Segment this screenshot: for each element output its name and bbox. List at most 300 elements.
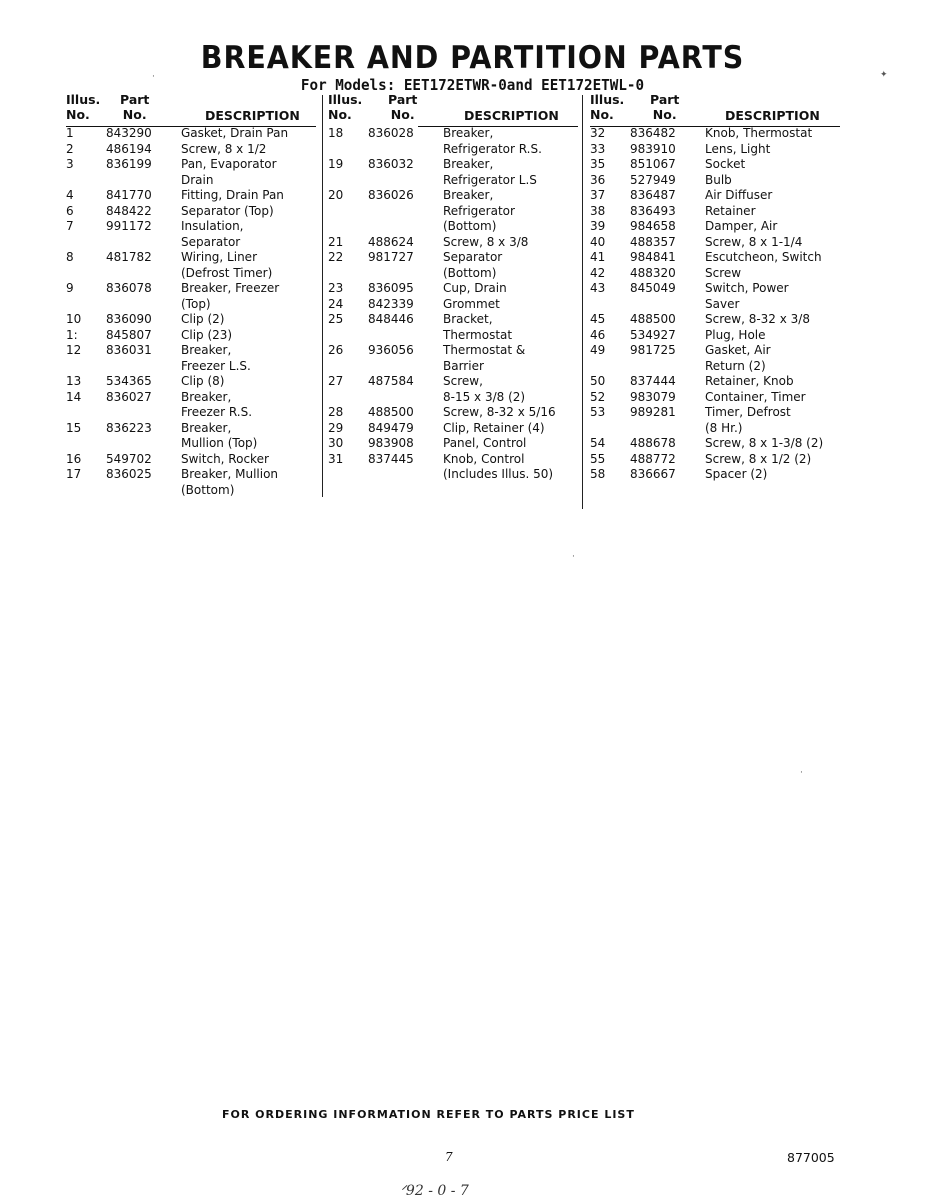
illus-number: 15 [66,420,82,435]
part-description: Clip (23) [181,327,233,342]
part-number: 836223 [106,420,152,435]
parts-row [66,281,321,297]
part-description: (Bottom) [181,482,235,497]
parts-row [66,157,321,173]
parts-row [328,312,578,328]
header-description: DESCRIPTION [205,108,300,123]
parts-row [590,126,840,142]
part-description: Switch, Power [705,281,789,295]
part-description: Screw, 8 x 1/2 [181,141,267,156]
illus-number [66,359,106,375]
part-number: 989281 [630,405,676,419]
part-description: Screw, 8-32 x 3/8 [705,312,810,326]
part-number: 991172 [106,219,152,233]
illus-number: 46 [590,327,606,342]
part-description: Clip, Retainer (4) [443,420,545,435]
illus-number: 31 [328,451,344,466]
scan-speck: · [800,768,803,778]
part-number: 481782 [106,250,152,264]
part-number [368,204,443,220]
part-description: Freezer R.S. [181,405,253,419]
illus-number: 14 [66,389,82,404]
illus-number [328,173,368,189]
parts-row [66,467,321,483]
parts-row [328,219,578,235]
part-number [630,297,705,313]
parts-row [66,452,321,468]
part-description: Spacer (2) [705,467,768,481]
illus-number [66,297,106,313]
part-number: 534365 [106,374,152,388]
parts-row [590,328,840,344]
parts-row [590,467,840,483]
part-description: Return (2) [705,358,766,373]
parts-row [328,250,578,266]
illus-number: 8 [66,250,74,264]
parts-row [590,359,840,375]
part-description: Container, Timer [705,389,806,404]
parts-row [590,452,840,468]
illus-number [66,266,106,282]
illus-number: 38 [590,203,606,218]
part-description: Screw, [443,374,483,388]
parts-row [328,281,578,297]
part-description: (Bottom) [443,265,497,280]
parts-row [328,204,578,220]
parts-row [328,142,578,158]
scan-speck: · [152,72,155,82]
header-part: Part No. [120,92,150,122]
part-number [630,359,705,375]
parts-row [590,266,840,282]
part-number: 837445 [368,451,414,466]
part-number: 836028 [368,126,414,140]
column-divider [322,95,323,497]
illus-number: 12 [66,343,82,357]
illus-number: 42 [590,265,606,280]
illus-number: 40 [590,234,606,249]
parts-row [328,390,578,406]
parts-row [328,235,578,251]
part-description: Escutcheon, Switch [705,250,822,264]
illus-number: 1: [66,327,78,342]
parts-row [590,374,840,390]
part-description: Retainer, Knob [705,374,794,388]
part-number: 488772 [630,451,676,466]
page-title: BREAKER AND PARTITION PARTS [200,40,745,76]
part-number [368,142,443,158]
part-number: 836027 [106,389,152,404]
part-number: 487584 [368,374,414,388]
illus-number: 9 [66,281,74,295]
illus-number: 50 [590,374,606,388]
part-description: Retainer [705,203,756,218]
part-number: 845807 [106,327,152,342]
part-number: 527949 [630,172,676,187]
part-number: 534927 [630,327,676,342]
part-description: Breaker, [181,389,232,404]
parts-row [66,328,321,344]
parts-row [590,297,840,313]
illus-number: 18 [328,126,344,140]
illus-number: 41 [590,250,606,264]
part-number [368,219,443,235]
parts-row [66,436,321,452]
part-description: (Top) [181,296,211,311]
part-number [368,390,443,406]
part-description: Pan, Evaporator [181,157,277,171]
part-description: Breaker, [443,157,494,171]
part-description: Damper, Air [705,219,778,233]
part-description: Screw [705,265,742,280]
column-header [328,92,578,126]
illus-number: 13 [66,374,82,388]
part-description: Screw, 8 x 1-3/8 (2) [705,436,824,450]
part-number [368,467,443,483]
part-number [106,173,181,189]
part-description: Gasket, Drain Pan [181,126,289,140]
part-description: Bulb [705,172,732,187]
part-description: Separator [181,234,241,249]
illus-number [328,467,368,483]
part-number: 841770 [106,188,152,202]
part-description: Lens, Light [705,141,771,156]
part-description: Breaker, Freezer [181,281,280,295]
part-description: Knob, Control [443,451,525,466]
part-description: (Bottom) [443,219,497,233]
header-description: DESCRIPTION [725,108,820,123]
illus-number: 35 [590,157,606,171]
part-number: 488624 [368,234,414,249]
part-number: 836199 [106,157,152,171]
part-description: Screw, 8 x 1/2 (2) [705,451,812,466]
part-number [106,483,181,499]
part-number: 848422 [106,203,152,218]
illus-number [328,219,368,235]
parts-row [590,188,840,204]
scan-speck: · [572,552,575,562]
part-description: Barrier [443,358,484,373]
parts-row [66,359,321,375]
parts-row [328,157,578,173]
header-part: Part No. [650,92,680,122]
part-number: 836078 [106,281,152,295]
part-description: Breaker, [443,188,494,202]
parts-rows [66,126,321,498]
part-description: Screw, 8-32 x 5/16 [443,405,556,419]
part-description: Separator (Top) [181,203,274,218]
parts-row [328,188,578,204]
illus-number [66,235,106,251]
parts-row [66,173,321,189]
header-description: DESCRIPTION [464,108,559,123]
part-description: Grommet [443,296,500,311]
illus-number: 58 [590,467,606,481]
parts-row [66,421,321,437]
illus-number: 39 [590,219,606,233]
parts-row [328,126,578,142]
illus-number: 32 [590,126,606,140]
illus-number: 3 [66,157,74,171]
parts-row [328,467,578,483]
illus-number: 23 [328,281,344,295]
part-description: Refrigerator R.S. [443,141,542,156]
parts-row [328,421,578,437]
part-number [368,266,443,282]
part-description: Insulation, [181,219,244,233]
ordering-footer: FOR ORDERING INFORMATION REFER TO PARTS PRICE LIST [222,1108,635,1121]
parts-rows [328,126,578,483]
parts-row [66,312,321,328]
header-illus: Illus. No. [328,92,363,122]
illus-number: 19 [328,157,344,171]
part-number: 984658 [630,219,676,233]
illus-number: 55 [590,451,606,466]
parts-row [328,297,578,313]
part-number: 848446 [368,312,414,326]
part-number [106,297,181,313]
part-number: 836487 [630,188,676,202]
part-number: 488357 [630,234,676,249]
parts-row [590,421,840,437]
handwritten-note: ᐟ92 - 0 - 7 [400,1183,469,1199]
part-description: Socket [705,157,746,171]
illus-number [328,359,368,375]
parts-row [590,312,840,328]
parts-row [328,328,578,344]
part-number: 836025 [106,467,152,481]
parts-row [66,235,321,251]
part-number [106,266,181,282]
illus-number: 7 [66,219,74,233]
part-description: Separator [443,250,503,264]
parts-rows [590,126,840,483]
part-description: Gasket, Air [705,343,771,357]
part-description: Breaker, [181,420,232,435]
part-description: Breaker, Mullion [181,467,279,481]
parts-row [66,405,321,421]
illus-number: 2 [66,141,74,156]
part-number: 488320 [630,265,676,280]
part-description: Clip (2) [181,312,225,326]
part-description: Bracket, [443,312,493,326]
part-description: (Defrost Timer) [181,265,273,280]
part-description: Plug, Hole [705,327,766,342]
header-illus: Illus. No. [590,92,625,122]
page-number: 7 [445,1150,453,1164]
parts-row [590,173,840,189]
parts-column-1 [66,92,321,498]
illus-number: 22 [328,250,344,264]
parts-row [66,266,321,282]
illus-number: 25 [328,312,344,326]
header-part: Part No. [388,92,418,122]
parts-row [590,157,840,173]
illus-number: 17 [66,467,82,481]
parts-row [66,390,321,406]
part-number: 849479 [368,420,414,435]
parts-column-2 [328,92,578,483]
part-description: Saver [705,296,740,311]
part-number: 836031 [106,343,152,357]
parts-row [66,126,321,142]
illus-number: 43 [590,281,606,295]
illus-number: 37 [590,188,606,202]
parts-row [590,390,840,406]
scan-speck: ✦ [880,70,888,80]
parts-row [328,266,578,282]
models-subtitle: For Models: EET172ETWR-0and EET172ETWL-0 [300,76,645,94]
parts-row [66,297,321,313]
illus-number: 28 [328,405,344,419]
part-number: 488500 [630,312,676,326]
parts-row [590,235,840,251]
document-number: 877005 [787,1150,835,1165]
illus-number: 30 [328,436,344,450]
part-description: (8 Hr.) [705,420,743,435]
part-number: 851067 [630,157,676,171]
parts-row [590,204,840,220]
column-divider [582,95,583,509]
parts-row [66,343,321,359]
parts-row [328,374,578,390]
part-number: 983908 [368,436,414,450]
parts-row [66,204,321,220]
part-number: 836090 [106,312,152,326]
part-description: Freezer L.S. [181,358,251,373]
part-description: Refrigerator L.S [443,172,537,187]
part-number: 836095 [368,281,414,295]
illus-number: 29 [328,420,344,435]
parts-row [328,359,578,375]
illus-number: 45 [590,312,606,326]
part-description: Refrigerator [443,203,515,218]
illus-number: 26 [328,343,344,357]
part-description: Mullion (Top) [181,436,258,450]
illus-number: 16 [66,451,82,466]
part-number: 845049 [630,281,676,295]
illus-number: 52 [590,389,606,404]
part-number [368,359,443,375]
parts-row [66,142,321,158]
illus-number [66,405,106,421]
part-number [106,436,181,452]
parts-row [66,188,321,204]
illus-number [328,266,368,282]
column-header [590,92,840,126]
part-number [630,421,705,437]
part-description: Breaker, [443,126,494,140]
part-number: 837444 [630,374,676,388]
part-description: (Includes Illus. 50) [443,467,554,481]
parts-row [590,142,840,158]
part-number: 843290 [106,126,152,140]
part-description: Knob, Thermostat [705,126,813,140]
illus-number: 1 [66,126,74,140]
illus-number [328,328,368,344]
illus-number [328,390,368,406]
part-number: 836482 [630,126,676,140]
illus-number [590,297,630,313]
part-description: 8-15 x 3/8 (2) [443,389,526,404]
part-number: 486194 [106,141,152,156]
part-number: 984841 [630,250,676,264]
illus-number [328,142,368,158]
illus-number [66,436,106,452]
illus-number [66,483,106,499]
part-number: 981727 [368,250,414,264]
part-description: Fitting, Drain Pan [181,188,284,202]
part-description: Switch, Rocker [181,451,269,466]
part-description: Timer, Defrost [705,405,791,419]
illus-number: 20 [328,188,344,202]
part-description: Screw, 8 x 1-1/4 [705,234,803,249]
illus-number [590,359,630,375]
parts-row [590,405,840,421]
part-number: 488500 [368,405,414,419]
part-number: 836493 [630,203,676,218]
header-illus: Illus. No. [66,92,101,122]
illus-number: 21 [328,234,344,249]
parts-row [590,250,840,266]
parts-row [590,436,840,452]
part-number: 981725 [630,343,676,357]
illus-number: 53 [590,405,606,419]
column-header [66,92,321,126]
parts-row [66,374,321,390]
illus-number: 49 [590,343,606,357]
parts-row [328,343,578,359]
parts-row [590,219,840,235]
part-description: Wiring, Liner [181,250,257,264]
part-description: Air Diffuser [705,188,773,202]
part-number [106,235,181,251]
illus-number: 27 [328,374,344,388]
illus-number: 36 [590,172,606,187]
illus-number: 24 [328,296,344,311]
part-description: Cup, Drain [443,281,507,295]
parts-row [328,405,578,421]
illus-number: 6 [66,203,74,218]
illus-number: 4 [66,188,74,202]
parts-row [590,343,840,359]
illus-number: 33 [590,141,606,156]
part-description: Screw, 8 x 3/8 [443,234,529,249]
parts-row [590,281,840,297]
part-description: Breaker, [181,343,232,357]
part-number [106,359,181,375]
illus-number: 54 [590,436,606,450]
part-number [368,328,443,344]
part-description: Thermostat & [443,343,526,357]
part-number: 983910 [630,141,676,156]
part-number: 488678 [630,436,676,450]
part-number: 936056 [368,343,414,357]
part-number: 836026 [368,188,414,202]
part-number: 836667 [630,467,676,481]
parts-row [328,436,578,452]
parts-row [66,219,321,235]
parts-column-3 [590,92,840,483]
illus-number [590,421,630,437]
parts-row [66,250,321,266]
part-number [368,173,443,189]
parts-row [328,173,578,189]
illus-number [328,204,368,220]
part-description: Drain [181,172,214,187]
parts-row [328,452,578,468]
part-number: 836032 [368,157,414,171]
